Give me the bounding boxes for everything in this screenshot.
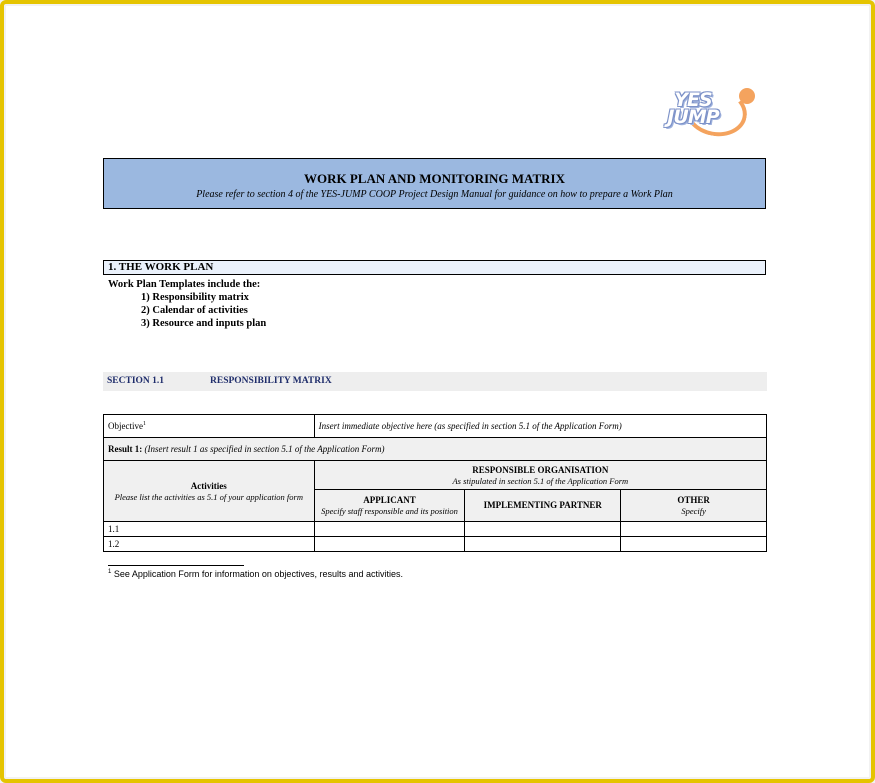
objective-value[interactable]: Insert immediate objective here (as specified in section 5.1 of the Application Form): [314, 415, 766, 438]
table-row: [104, 537, 767, 552]
template-item: 1) Responsibility matrix: [141, 292, 249, 303]
section1-heading: 1. THE WORK PLAN: [103, 260, 766, 275]
objective-row: [104, 415, 767, 438]
header-row: [104, 461, 767, 490]
partner-header: IMPLEMENTING PARTNER: [483, 500, 602, 510]
table-row: [104, 522, 767, 537]
other-header: OTHER: [677, 495, 710, 505]
yes-jump-logo: [649, 84, 761, 148]
template-item: 3) Resource and inputs plan: [141, 318, 267, 329]
logo-line2: JUMP: [667, 106, 719, 128]
document-subtitle: Please refer to section 4 of the YES-JUMP COOP Project Design Manual for guidance on how to prepare a Work Plan: [196, 189, 673, 200]
activities-header: Activities: [190, 480, 227, 491]
result-label: Result 1:: [108, 444, 143, 454]
footnote: [108, 569, 403, 579]
activity-number[interactable]: 1.2: [104, 537, 315, 552]
responsibility-matrix: [103, 414, 767, 552]
activities-header-cell: [104, 461, 315, 522]
title-box: [103, 158, 766, 209]
other-note: Specify: [681, 506, 706, 516]
resp-org-header: RESPONSIBLE ORGANISATION: [472, 464, 609, 475]
result-row: [104, 438, 767, 461]
objective-label: Objective: [108, 421, 143, 431]
applicant-header: APPLICANT: [363, 495, 416, 505]
footnote-text: See Application Form for information on objectives, results and activities.: [111, 569, 403, 579]
objective-label-cell: [104, 415, 315, 438]
other-header-cell: [621, 490, 767, 522]
applicant-cell[interactable]: [314, 537, 465, 552]
activities-note: Please list the activities as 5.1 of your application form: [114, 491, 303, 502]
logo-wordmark: [649, 89, 737, 128]
section11-banner: [103, 372, 767, 391]
result-cell[interactable]: [104, 438, 767, 461]
logo-line1: YES: [674, 89, 712, 111]
partner-header-cell: [465, 490, 621, 522]
section11-title: RESPONSIBILITY MATRIX: [210, 376, 332, 386]
activity-number[interactable]: 1.1: [104, 522, 315, 537]
templates-list: [108, 278, 266, 330]
document-title: WORK PLAN AND MONITORING MATRIX: [304, 171, 565, 186]
section11-number: SECTION 1.1: [107, 376, 165, 386]
footnote-mark: 1: [108, 569, 112, 575]
partner-cell[interactable]: [465, 522, 621, 537]
other-cell[interactable]: [621, 522, 767, 537]
resp-org-header-cell: [314, 461, 766, 490]
result-note: (Insert result 1 as specified in section 5.1 of the Application Form): [144, 444, 385, 454]
other-cell[interactable]: [621, 537, 767, 552]
applicant-header-cell: [314, 490, 465, 522]
partner-cell[interactable]: [465, 537, 621, 552]
applicant-cell[interactable]: [314, 522, 465, 537]
footnote-ref: 1: [143, 421, 146, 427]
logo-dot-icon: [739, 88, 755, 104]
footnote-divider: [108, 565, 244, 566]
templates-intro: Work Plan Templates include the:: [108, 279, 261, 290]
resp-org-note: As stipulated in section 5.1 of the Application Form: [452, 475, 629, 486]
applicant-note: Specify staff responsible and its position: [321, 506, 458, 516]
template-item: 2) Calendar of activities: [141, 305, 248, 316]
